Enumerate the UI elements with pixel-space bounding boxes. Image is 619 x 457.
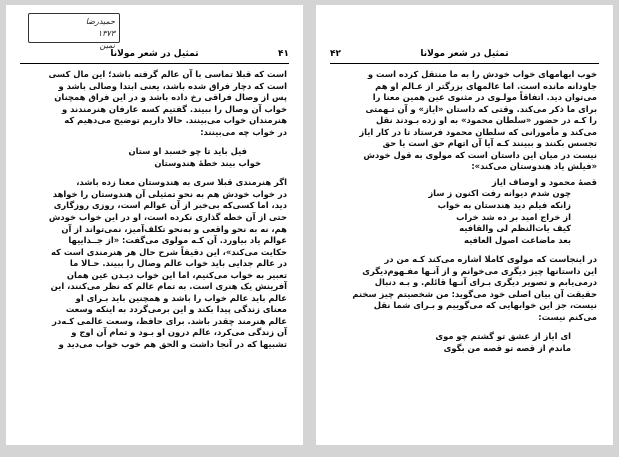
text-line: حتی از آن خطه گذاری نکرده است، او در این خواب خودش [48,212,287,223]
text-line: تجسس بکنند و ببینند کـه آیا آن اتهام حق است یا حق [382,138,597,149]
verse-line: بعد ماضاعت اصول العافیه [464,234,571,245]
text-line: نیست در میان این داستان است که مولوی به قول خودش [363,149,597,160]
verse-line: چون شدم دیوانه رفت اکنون ز ساز [428,188,571,199]
text-line: دید، اما کسی‌که بی‌خبر از آن عوالم است، روزی روزگاری [53,200,287,211]
text-line: خواب آن وصال را ببیند. گفتیم کسه عارفان هنرمندند و [62,103,287,114]
verse-line: خواب بیند خطهٔ هندوستان [154,157,261,168]
text-line: حقیقت آن بیان اصلی خود می‌گوید: من شخصیتم چیز سخنم [352,288,597,299]
running-title: تمثیل در شعر مولانا [420,49,509,59]
text-line: است که قبلا تماسی با آن عالم گرفته باشد؛ این مال کسی [48,69,287,79]
text-line: عالم باید عالم خواب را باشد و همچنین باید بـرای او [75,292,287,303]
text-line: نیست، جز این خوابهایی که می‌گوییم و بـرای شما نقل [373,300,597,311]
page-body [22,69,287,351]
verse-line: از خراج امید بر ده شد خراب [456,211,571,222]
verse-line: قصهٔ محمود و اوصاف ایاز [491,176,597,187]
text-line: عالم هنرمند چقدر باشد. برای حافظ، وسعت عالمی کـه‌در [52,315,287,326]
verse-line: کیف یات‌النظم لی والقافیه [459,223,571,234]
text-line: آن زندگی می‌کرد، عالم درون او بـود و تمام آن اوج و [71,327,287,338]
text-line: در اینجاست که مولوی کاملا اشاره می‌کند کـه من در [384,254,597,265]
page-body [332,69,597,355]
text-line: این داستانها چیز دیگری می‌خوانم و از آنـها مفـهوم‌دیگری [362,265,597,276]
text-line: است که دچار فراق شده باشد، یعنی ابتدا وصالی باشد و [58,80,287,91]
stamp-line: ۱۳۷۳ [97,29,115,38]
text-line: حکایت می‌کند»، این دقیقاً شرح حال هر هنرمندی است که [50,246,287,257]
text-line: آفرینش یک هنری است. به تمام عالم که نظر می‌کنند، این [50,281,287,292]
text-line: هنرمندان خواب می‌بینند. حالا داریم توضیح می‌دهیم که [64,115,287,126]
text-line: در خواب چه می‌بینند: [200,126,287,137]
text-line: تعبیر به خواب می‌کنیم، اما این خواب دیـدن عین همان [66,269,287,280]
stamp-line: نمین [99,41,115,50]
text-line: می‌کنم نیست: [538,311,597,322]
text-line: هم، نه به نحو واقعی و به‌نحو تکلف‌آمیز، نمی‌تواند از آن [61,223,287,234]
text-line: در خواب خودش هم به نحو تمثیلی آن هندوستان را خواهد [52,188,287,199]
verse-line: زانکه فیلم دید هندستان به خواب [437,200,571,211]
verse-line: فیل باید تا چو خسبد او ستان [128,146,247,157]
text-line: معنای زندگی پیدا بکند و این برمی‌گردد به اینکه وسعت [65,304,287,315]
stamp-line: حمیدرضا [85,17,115,26]
verse-line: ای ایاز از عشق تو گشتم چو موی [435,331,571,342]
page-number: ۴۲ [330,49,341,59]
text-line: را کـه در حضور «سلطان محمود» به او زده بـودند نقل [375,115,597,126]
text-line: می‌توان دید. اتفاقاً مولـوی در مثنوی عین همین معنا را [372,92,597,103]
text-line: عوالم یاد بیاورد. آن کـه مولوی می‌گفت: «از جــداییها [68,235,287,246]
running-title: تمثیل در شعر مولانا [110,49,199,59]
text-line: جاودانه مانده است. اما عالمهای بزرگتر از عـالم او هم [375,80,597,91]
text-line: می‌کند و مأمورانی که سلطان محمود فرستاد تا در کار ایاز [359,126,597,137]
text-line: خوب ابهامهای خواب خودش را به ما منتقل کرده است و [367,69,597,79]
left-page [6,5,303,445]
text-line: درمی‌یابم و تصویر دیگری بـرای آنـها قائلم. و بـه دنبال [374,277,597,288]
text-line: پس از وصال فراقی رخ داده باشد و در این فراق همچنان [54,92,287,103]
text-line: اگر هنرمندی قبلا سری به هندوستان معنا زده باشد، [76,177,287,188]
running-header [20,47,289,64]
text-line: برای ما ذکر می‌کند. وقتی که داستان «ایاز» و آن تـهمتی [365,103,597,114]
verse-line: ماندم از قصه تو قصه من بگوی [443,343,571,354]
right-page [316,5,613,445]
text-line: در عالم جدایی باید خواب عالم وصال را ببیند. حـالا ما [69,258,287,269]
running-header [330,47,599,64]
handwritten-stamp [28,13,120,50]
text-line: تشبیها که در آنجا داشت و الحق هم خوب خواب می‌دید و [58,339,287,350]
page-number: ۴۱ [278,49,289,59]
text-line: «فیلش یاد هندوستان می‌کند»: [471,161,597,172]
